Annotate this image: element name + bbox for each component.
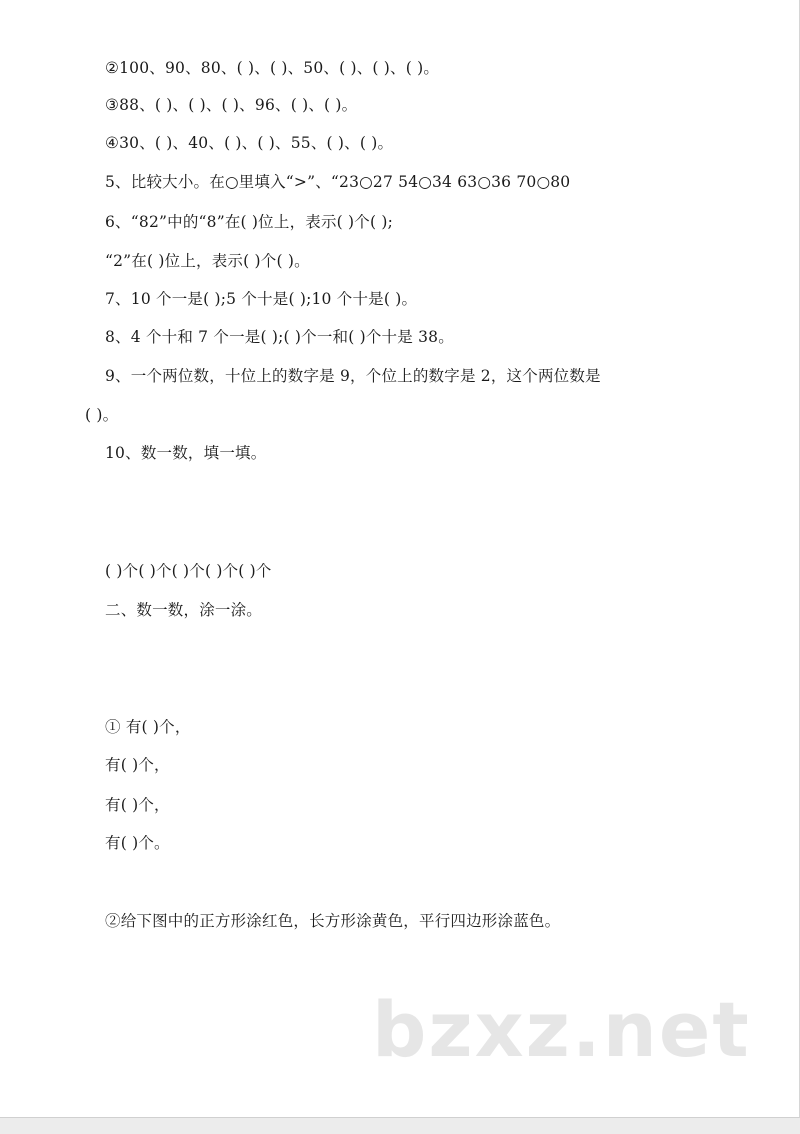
section-2-heading: 二、数一数，涂一涂。 xyxy=(105,601,263,619)
q5-compare: 5、比较大小。在○里填入“>”、“23○27 54○34 63○36 70○80 xyxy=(105,173,571,191)
s2-color-instruction: ②给下图中的正方形涂红色，长方形涂黄色，平行四边形涂蓝色。 xyxy=(105,912,561,930)
s2-count-line-2: 有( )个， xyxy=(105,756,170,774)
s2-count-line-1: ① 有( )个， xyxy=(105,718,191,736)
q10-heading: 10、数一数，填一填。 xyxy=(105,444,267,462)
s2-count-line-4: 有( )个。 xyxy=(105,834,170,852)
q9-answer-blank: ( )。 xyxy=(85,406,119,424)
q6-place-value-8: 6、“82”中的“8”在( )位上，表示( )个( ); xyxy=(105,213,394,231)
q8-tens-ones: 8、4 个十和 7 个一是( );( )个一和( )个十是 38。 xyxy=(105,328,454,346)
q4-sequence-3: ③88、( )、( )、( )、96、( )、( )。 xyxy=(105,96,358,114)
q10-answer-blanks: ( )个( )个( )个( )个( )个 xyxy=(105,562,272,580)
q4-sequence-2: ②100、90、80、( )、( )、50、( )、( )、( )。 xyxy=(105,59,440,77)
s2-count-line-3: 有( )个， xyxy=(105,796,170,814)
q6-place-value-2: “2”在( )位上，表示( )个( )。 xyxy=(105,252,310,270)
watermark: bzxz.net xyxy=(372,985,751,1074)
q9-two-digit-number: 9、一个两位数，十位上的数字是 9，个位上的数字是 2，这个两位数是 xyxy=(105,367,601,385)
q4-sequence-4: ④30、( )、40、( )、( )、55、( )、( )。 xyxy=(105,134,394,152)
q7-count-units: 7、10 个一是( );5 个十是( );10 个十是( )。 xyxy=(105,290,418,308)
